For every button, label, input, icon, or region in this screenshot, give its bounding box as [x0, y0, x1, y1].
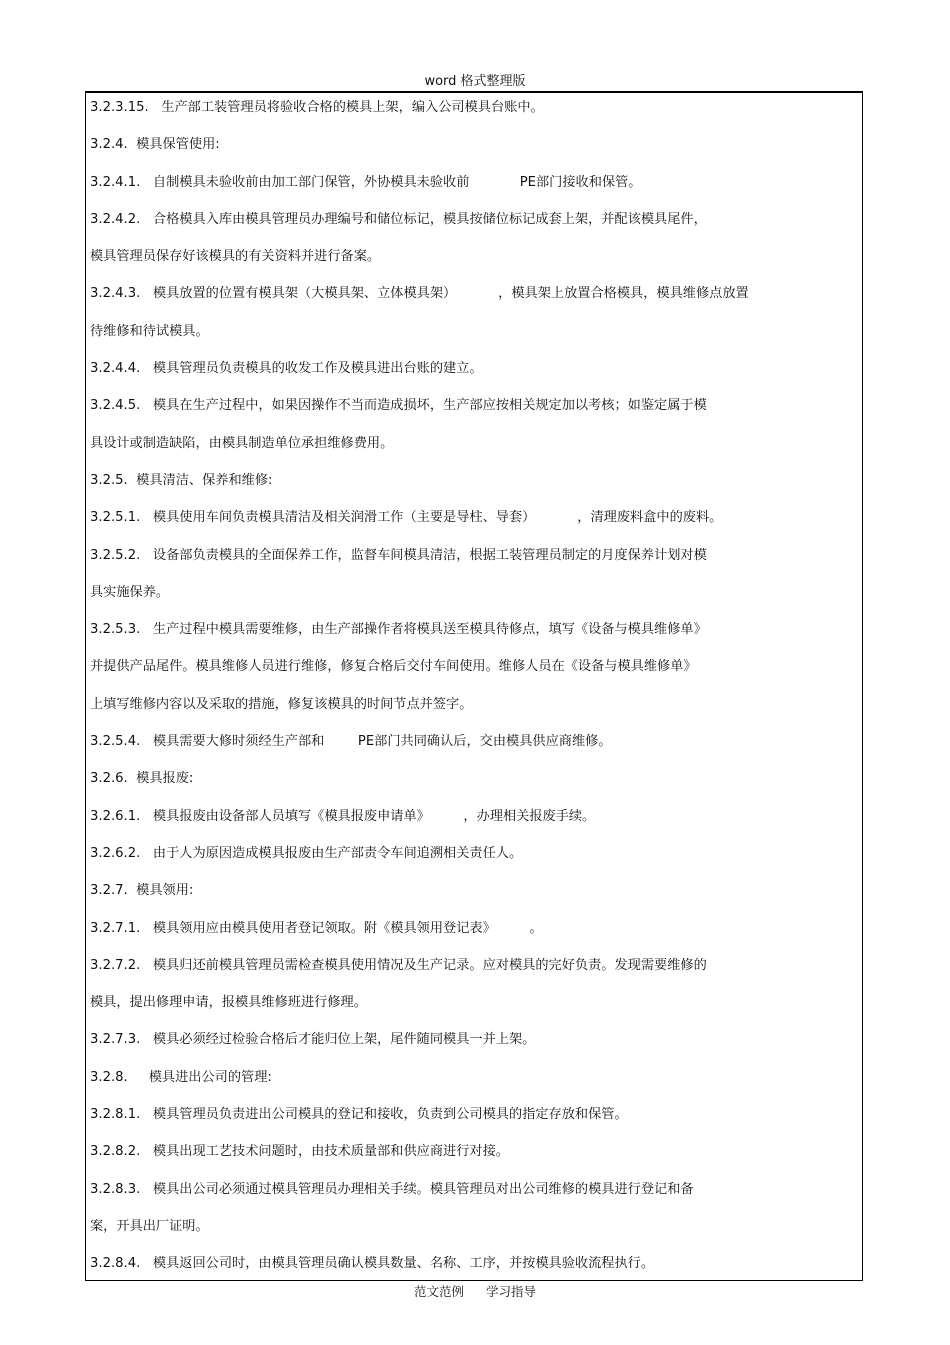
- text-line: 3.2.4.5. 模具在生产过程中，如果因操作不当而造成损坏，生产部应按相关规定加以考核；如鉴定属于模: [90, 398, 707, 414]
- text-line: 3.2.5.2. 设备部负责模具的全面保养工作，监督车间模具清洁，根据工装管理员制定的月度保养计划对模: [90, 547, 707, 563]
- text-line: 3.2.5.1. 模具使用车间负责模具清洁及相关润滑工作（主要是导柱、导套） ，清理废料盒中的废料。: [90, 510, 723, 526]
- text-line: 3.2.8.3. 模具出公司必须通过模具管理员办理相关手续。模具管理员对出公司维修的模具进行登记和备: [90, 1181, 694, 1197]
- page-footer: [0, 1282, 950, 1300]
- text-line: 3.2.6.2. 由于人为原因造成模具报废由生产部责令车间追溯相关责任人。: [90, 845, 523, 861]
- text-line: 模具管理员保存好该模具的有关资料并进行备案。: [90, 249, 381, 265]
- footer-left-text: 范文范例: [413, 1284, 464, 1299]
- document-body: [90, 94, 860, 1288]
- text-line: 3.2.7.3. 模具必须经过检验合格后才能归位上架，尾件随同模具一并上架。: [90, 1032, 536, 1048]
- text-line: 3.2.8.1. 模具管理员负责进出公司模具的登记和接收，负责到公司模具的指定存放和保管。: [90, 1107, 628, 1123]
- text-line: 3.2.4.4. 模具管理员负责模具的收发工作及模具进出台账的建立。: [90, 361, 483, 377]
- text-line: 3.2.4. 模具保管使用:: [90, 137, 220, 153]
- text-line: 上填写维修内容以及采取的措施，修复该模具的时间节点并签字。: [90, 696, 473, 712]
- text-line: 具设计或制造缺陷，由模具制造单位承担维修费用。: [90, 435, 394, 451]
- page-header: word 格式整理版: [424, 74, 526, 89]
- text-line: 3.2.7. 模具领用:: [90, 883, 194, 899]
- text-line: 3.2.8. 模具进出公司的管理:: [90, 1069, 272, 1085]
- text-line: 3.2.7.1. 模具领用应由模具使用者登记领取。附《模具领用登记表》 。: [90, 920, 543, 936]
- text-line: 3.2.6. 模具报废:: [90, 771, 194, 787]
- text-line: 3.2.8.2. 模具出现工艺技术问题时，由技术质量部和供应商进行对接。: [90, 1144, 509, 1160]
- text-line: 待维修和待试模具。: [90, 323, 209, 339]
- text-line: 3.2.5.4. 模具需要大修时须经生产部和 PE部门共同确认后，交由模具供应商维修。: [90, 734, 612, 750]
- text-line: 3.2.4.3. 模具放置的位置有模具架（大模具架、立体模具架） ，模具架上放置合格模具，模具维修点放置: [90, 286, 749, 302]
- text-line: 3.2.6.1. 模具报废由设备部人员填写《模具报废申请单》 ，办理相关报废手续。: [90, 808, 596, 824]
- text-line: 3.2.5. 模具清洁、保养和维修:: [90, 472, 273, 488]
- text-line: 3.2.5.3. 生产过程中模具需要维修，由生产部操作者将模具送至模具待修点，填写《设备与模具维修单》: [90, 622, 707, 638]
- text-line: 并提供产品尾件。模具维修人员进行维修，修复合格后交付车间使用。维修人员在《设备与模具维修单》: [90, 659, 697, 675]
- text-line: 3.2.3.15. 生产部工装管理员将验收合格的模具上架，编入公司模具台账中。: [90, 100, 544, 115]
- text-line: 案，开具出厂证明。: [90, 1218, 209, 1234]
- footer-right-text: 学习指导: [486, 1284, 537, 1299]
- text-line: 3.2.7.2. 模具归还前模具管理员需检查模具使用情况及生产记录。应对模具的完好负责。发现需要维修的: [90, 957, 707, 973]
- text-line: 模具，提出修理申请，报模具维修班进行修理。: [90, 995, 367, 1011]
- text-line: 3.2.4.2. 合格模具入库由模具管理员办理编号和储位标记，模具按储位标记成套上架，并配该模具尾件，: [90, 211, 707, 227]
- text-line: 3.2.8.4. 模具返回公司时，由模具管理员确认模具数量、名称、工序，并按模具验收流程执行。: [90, 1256, 655, 1272]
- text-line: 具实施保养。: [90, 584, 170, 600]
- text-line: 3.2.4.1. 自制模具未验收前由加工部门保管，外协模具未验收前 PE部门接收和保管。: [90, 174, 642, 190]
